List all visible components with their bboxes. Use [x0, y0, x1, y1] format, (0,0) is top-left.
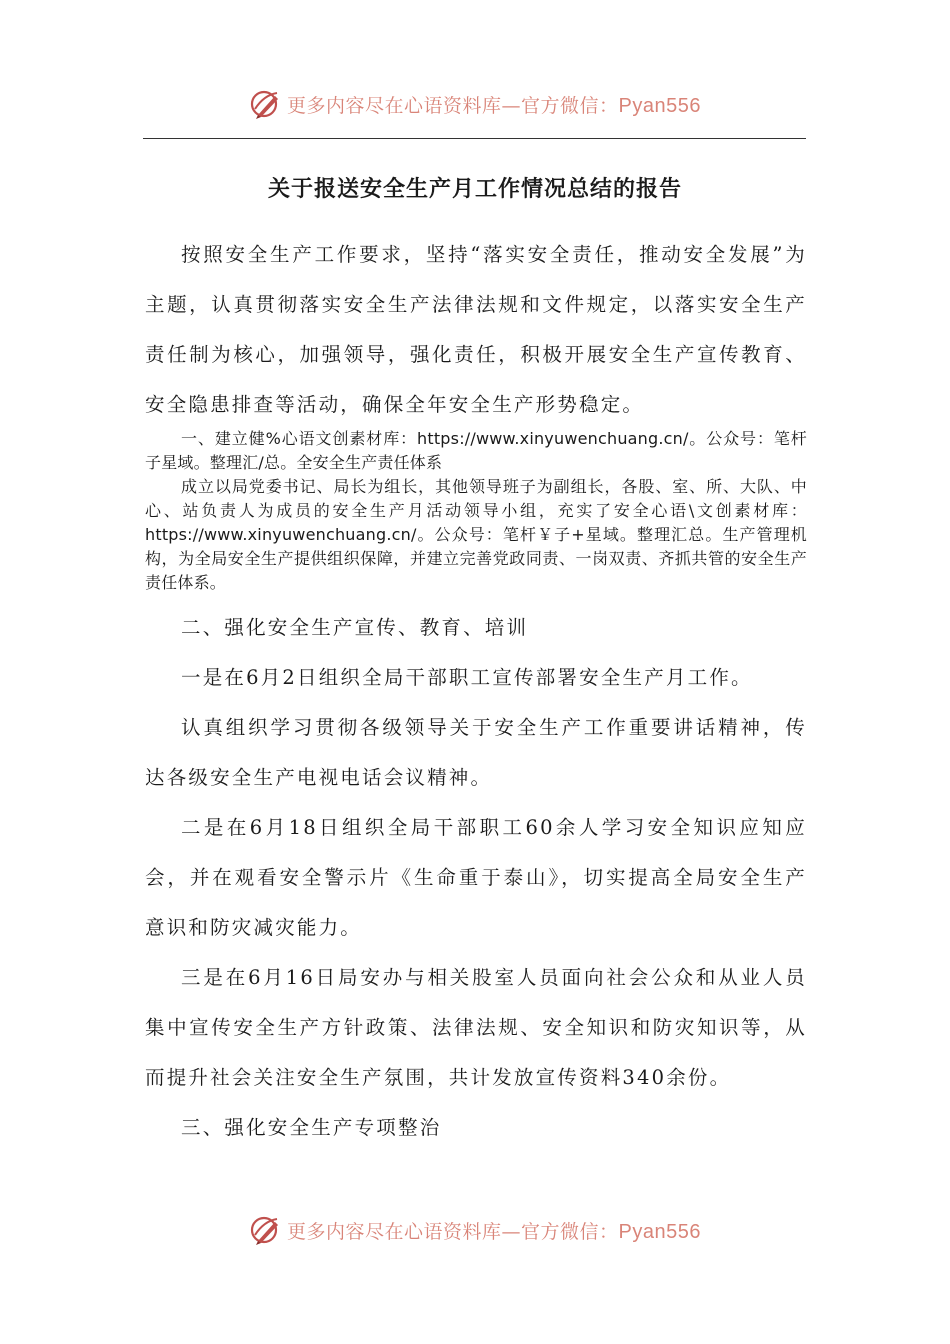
heading-section-two: 二、强化安全生产宣传、教育、培训 [181, 616, 529, 639]
paragraph-item-three: 三是在6月16日局安办与相关股室人员面向社会公众和从业人员集中宣传安全生产方针政策、法律法规、安全知识和防灾知识等，从而提升社会关注安全生产氛围，共计发放宣传资料340余份。 [145, 966, 807, 1089]
banner-text: 更多内容尽在心语资料库—官方微信： [287, 1220, 619, 1243]
paragraph-intro: 按照安全生产工作要求，坚持“落实安全责任，推动安全发展”为主题，认真贯彻落实安全生产法律法规和文件规定，以落实安全生产责任制为核心，加强领导，强化责任，积极开展安全生产宣传教育、安全隐患排查等活动，确保全年安全生产形势稳定。 [145, 243, 807, 416]
paragraph-section-one: 一、建立健%心语文创素材库：https://www.xinyuwenchuang.cn/。公众号：笔杆子星域。整理汇/总。全安全生产责任体系 [145, 429, 807, 472]
footer-banner [0, 1208, 950, 1252]
pen-logo-icon [249, 87, 283, 121]
section-two-block [145, 603, 807, 1153]
wechat-id: Pyan556 [618, 94, 701, 117]
intro-block [145, 230, 807, 430]
header-divider [143, 138, 806, 139]
paragraph-study: 认真组织学习贯彻各级领导关于安全生产工作重要讲话精神，传达各级安全生产电视电话会议精神。 [145, 716, 807, 789]
document-title: 关于报送安全生产月工作情况总结的报告 [267, 177, 682, 202]
wechat-id: Pyan556 [618, 1220, 701, 1243]
heading-section-three: 三、强化安全生产专项整治 [181, 1116, 442, 1139]
paragraph-item-two: 二是在6月18日组织全局干部职工60余人学习安全知识应知应会，并在观看安全警示片《生命重于泰山》，切实提高全局安全生产意识和防灾减灾能力。 [145, 816, 807, 939]
paragraph-section-one-body: 成立以局党委书记、局长为组长，其他领导班子为副组长，各股、室、所、大队、中心、站负责人为成员的安全生产月活动领导小组，充实了安全心语\文创素材库：https://www.xinyuwenchuang.cn/。公众号：笔杆￥子+星域。整理汇总。生产管理机构，为全局安全生产提供组织保障，并建立完善党政同责、一岗双责、齐抓共管的安全生产责任体系。 [145, 477, 807, 592]
header-banner [0, 82, 950, 126]
pen-logo-icon [249, 1213, 283, 1247]
banner-text: 更多内容尽在心语资料库—官方微信： [287, 94, 619, 117]
section-one-block [145, 427, 807, 595]
paragraph-item-one: 一是在6月2日组织全局干部职工宣传部署安全生产月工作。 [181, 666, 753, 689]
